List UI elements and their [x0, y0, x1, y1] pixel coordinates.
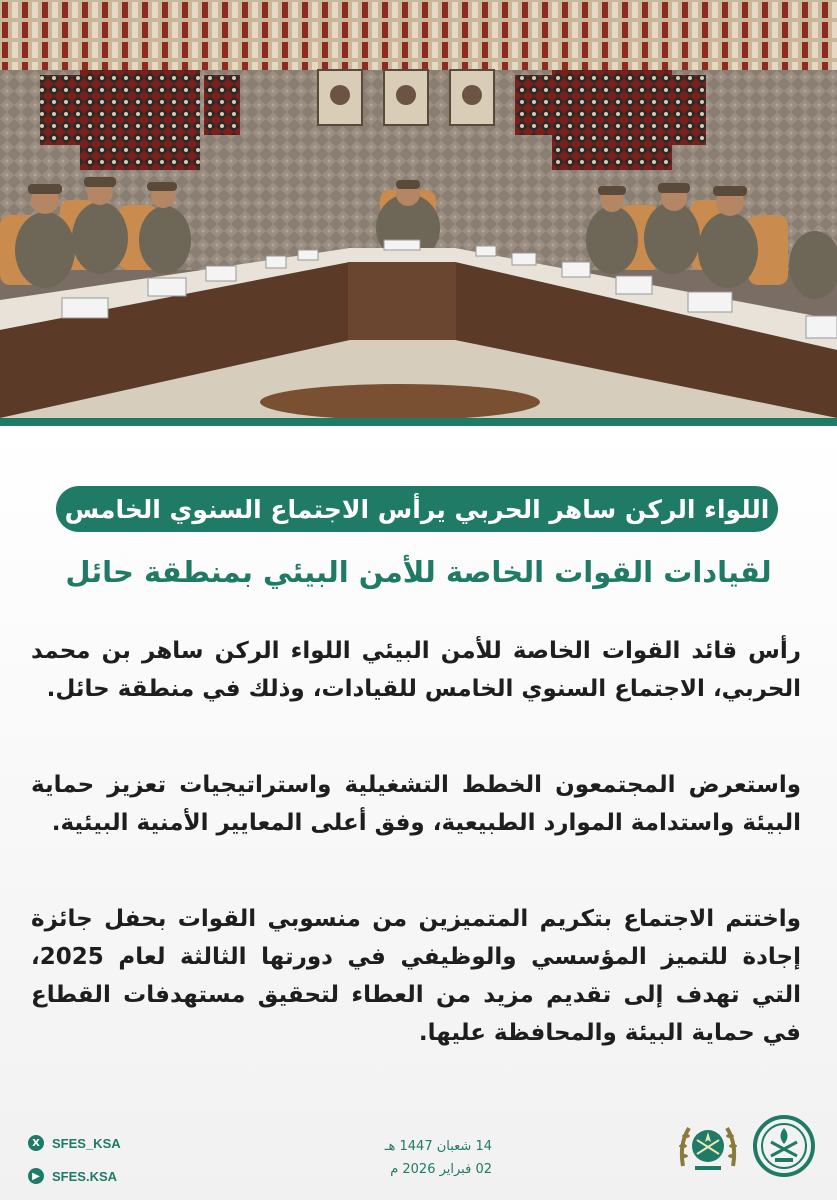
meeting-photo-illustration: [0, 0, 837, 418]
gregorian-date: 02 فبراير 2026 م: [390, 1162, 492, 1177]
paragraph-2: واستعرض المجتمعون الخطط التشغيلية واستراتيجيات تعزيز حماية البيئة واستدامة الموارد الطبيعية، وفق أعلى المعايير الأمنية البيئية.: [31, 772, 801, 836]
moi-emblem-logo: [751, 1114, 817, 1178]
subheadline: لقيادات القوات الخاصة للأمن البيئي بمنطقة حائل: [65, 555, 772, 589]
paragraph-1: رأس قائد القوات الخاصة للأمن البيئي اللواء الركن ساهر بن محمد الحربي، الاجتماع السنوي الخامس للقيادات، وذلك في منطقة حائل.: [31, 638, 801, 702]
portraits: [318, 70, 494, 125]
social-youtube-handle: SFES.KSA: [52, 1168, 118, 1184]
header-photo: [0, 0, 837, 418]
photo-divider: [0, 418, 837, 426]
hijri-date: 14 شعبان 1447 هـ: [384, 1139, 492, 1154]
sfes-emblem-logo: [675, 1114, 741, 1178]
x-icon: X: [28, 1135, 44, 1151]
headline-text: اللواء الركن ساهر الحربي يرأس الاجتماع السنوي الخامس: [64, 494, 770, 524]
logos: [675, 1114, 817, 1178]
social-x[interactable]: [28, 1132, 121, 1154]
social-youtube[interactable]: [28, 1165, 121, 1187]
paragraph-3: واختتم الاجتماع بتكريم المتميزين من منسوبي القوات بحفل جائزة إجادة للتميز المؤسسي والوظيفي في دورتها الثالثة لعام 2025، التي تهدف إلى تقديم مزيد من العطاء لتحقيق مستهدفات القطاع في حماية البيئة والمحافظة عليها.: [31, 906, 801, 1046]
article-body: [31, 632, 801, 1110]
social-x-handle: SFES_KSA: [52, 1135, 121, 1151]
youtube-icon: ▶: [28, 1168, 44, 1184]
headline: [56, 486, 778, 532]
social-links: [28, 1132, 121, 1198]
date-block: [300, 1135, 492, 1181]
